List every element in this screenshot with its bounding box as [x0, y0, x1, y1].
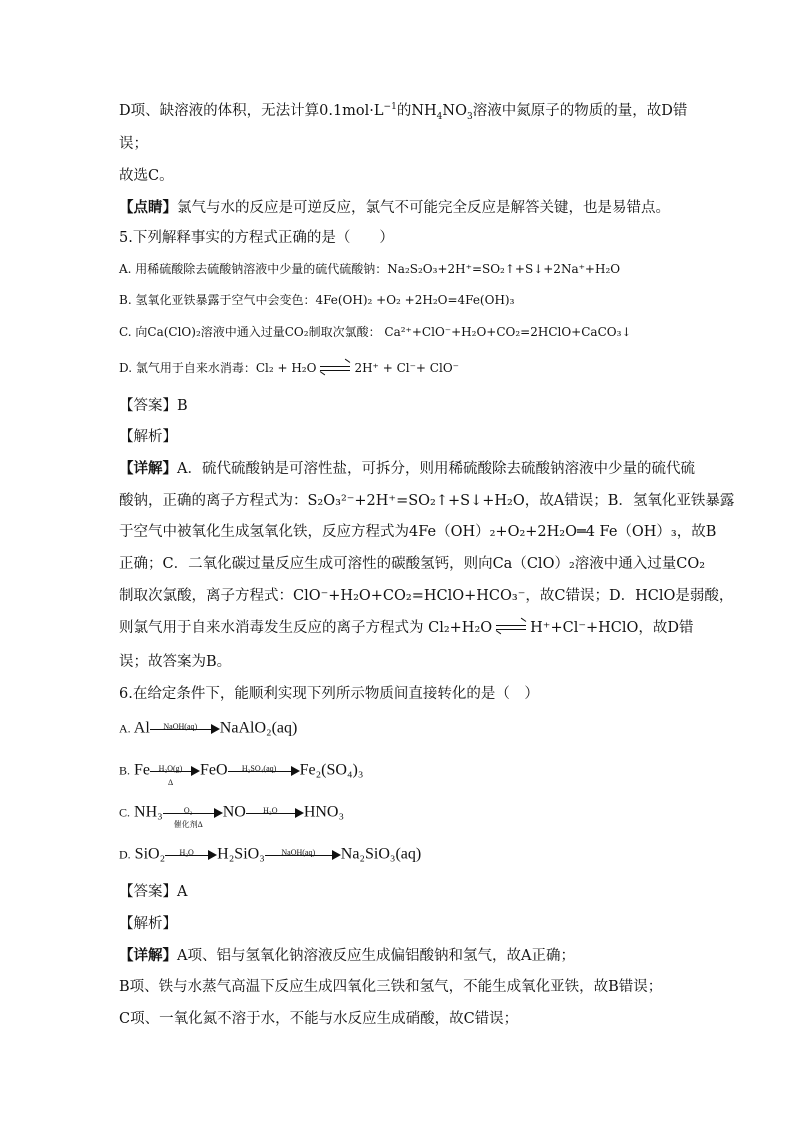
question-5: 5.下列解释事实的方程式正确的是（ ） — [119, 230, 394, 246]
option-6b: B. Fe H₂O(g) Δ FeO H₂SO₄(aq) Fe₂(SO₄)₃ — [119, 761, 364, 787]
analysis-5: 【解析】 — [119, 429, 177, 445]
detail-5-line: 【详解】A．硫代硫酸钠是可溶性盐，可拆分，则用稀硫酸除去硫酸钠溶液中少量的硫代硫 — [119, 460, 695, 477]
reaction-arrow-icon: NaOH(aq) — [265, 844, 341, 866]
detail-5-line: 酸钠，正确的离子方程式为：S₂O₃²⁻+2H⁺=SO₂↑+S↓+H₂O，故A错误；B．氢氧化亚铁暴露 — [119, 493, 735, 509]
text-line: 误； — [119, 136, 148, 152]
detail-5-line: 于空气中被氧化生成氢氧化铁，反应方程式为4Fe（OH）₂+O₂+2H₂O═4 Fe（OH）₃，故B — [119, 524, 717, 540]
option-5b: B. 氢氧化亚铁暴露于空气中会变色：4Fe(OH)₂ +O₂ +2H₂O=4Fe(OH)₃ — [119, 293, 515, 307]
reversible-arrow-icon — [496, 623, 526, 633]
text-line: D项、缺溶液的体积，无法计算$0.1mol\cdot L^{-1}$的$NH_4NO_3$溶液中氮原子的物质的量，故D错 — [119, 102, 688, 122]
option-6a: A. Al NaOH(aq) NaAlO₂(aq) — [119, 718, 297, 740]
detail-5-line: 误；故答案为B。 — [119, 654, 232, 670]
option-5a: A. 用稀硫酸除去硫酸钠溶液中少量的硫代硫酸钠：Na₂S₂O₃+2H⁺=SO₂↑+S↓+2Na⁺+H₂O — [119, 262, 621, 276]
reaction-arrow-icon: H₂O — [246, 802, 304, 824]
reaction-arrow-icon: H₂SO₄(aq) — [228, 760, 300, 782]
reversible-arrow-icon — [320, 364, 350, 374]
reaction-arrow-icon: NaOH(aq) — [150, 718, 220, 740]
note-line: 【点睛】氯气与水的反应是可逆反应，氯气不可能完全反应是解答关键，也是易错点。 — [119, 199, 670, 216]
answer-6: 【答案】A — [119, 884, 188, 900]
reaction-arrow-icon: H₂O — [165, 844, 217, 866]
detail-6-line: 【详解】A项、铝与氢氧化钠溶液反应生成偏铝酸钠和氢气，故A正确； — [119, 947, 575, 964]
question-6: 6.在给定条件下，能顺利实现下列所示物质间直接转化的是（ ） — [119, 686, 539, 702]
analysis-6: 【解析】 — [119, 916, 177, 932]
detail-5-line: 制取次氯酸，离子方程式：ClO⁻+H₂O+CO₂=HClO+HCO₃⁻，故C错误；D．HClO是弱酸， — [119, 588, 734, 604]
option-5d: D. 氯气用于自来水消毒：Cl₂ + H₂O 2H⁺ + Cl⁻+ ClO⁻ — [119, 361, 459, 375]
reaction-arrow-icon: H₂O(g) Δ — [150, 760, 200, 782]
text-line: 故选C。 — [119, 168, 174, 184]
detail-5-line: 则氯气用于自来水消毒发生反应的离子方程式为 Cl₂+H₂O H⁺+Cl⁻+HClO，故D错 — [119, 620, 694, 636]
option-5c: C. 向Ca(ClO)₂溶液中通入过量CO₂制取次氯酸： Ca²⁺+ClO⁻+H₂O+CO₂=2HClO+CaCO₃↓ — [119, 325, 632, 339]
detail-6-line: C项、一氧化氮不溶于水，不能与水反应生成硝酸，故C错误； — [119, 1011, 519, 1027]
option-6d: D. SiO₂ H₂O H₂SiO₃ NaOH(aq) Na₂SiO₃(aq) — [119, 844, 421, 866]
detail-6-line: B项、铁与水蒸气高温下反应生成四氧化三铁和氢气，不能生成氧化亚铁，故B错误； — [119, 979, 663, 995]
option-6c: C. NH₃ O₂ 催化剂Δ NO H₂O HNO₃ — [119, 803, 345, 829]
answer-5: 【答案】B — [119, 398, 188, 414]
reaction-arrow-icon: O₂ 催化剂Δ — [163, 802, 223, 824]
detail-5-line: 正确；C．二氧化碳过量反应生成可溶性的碳酸氢钙，则向Ca（ClO）₂溶液中通入过量CO₂ — [119, 556, 706, 572]
